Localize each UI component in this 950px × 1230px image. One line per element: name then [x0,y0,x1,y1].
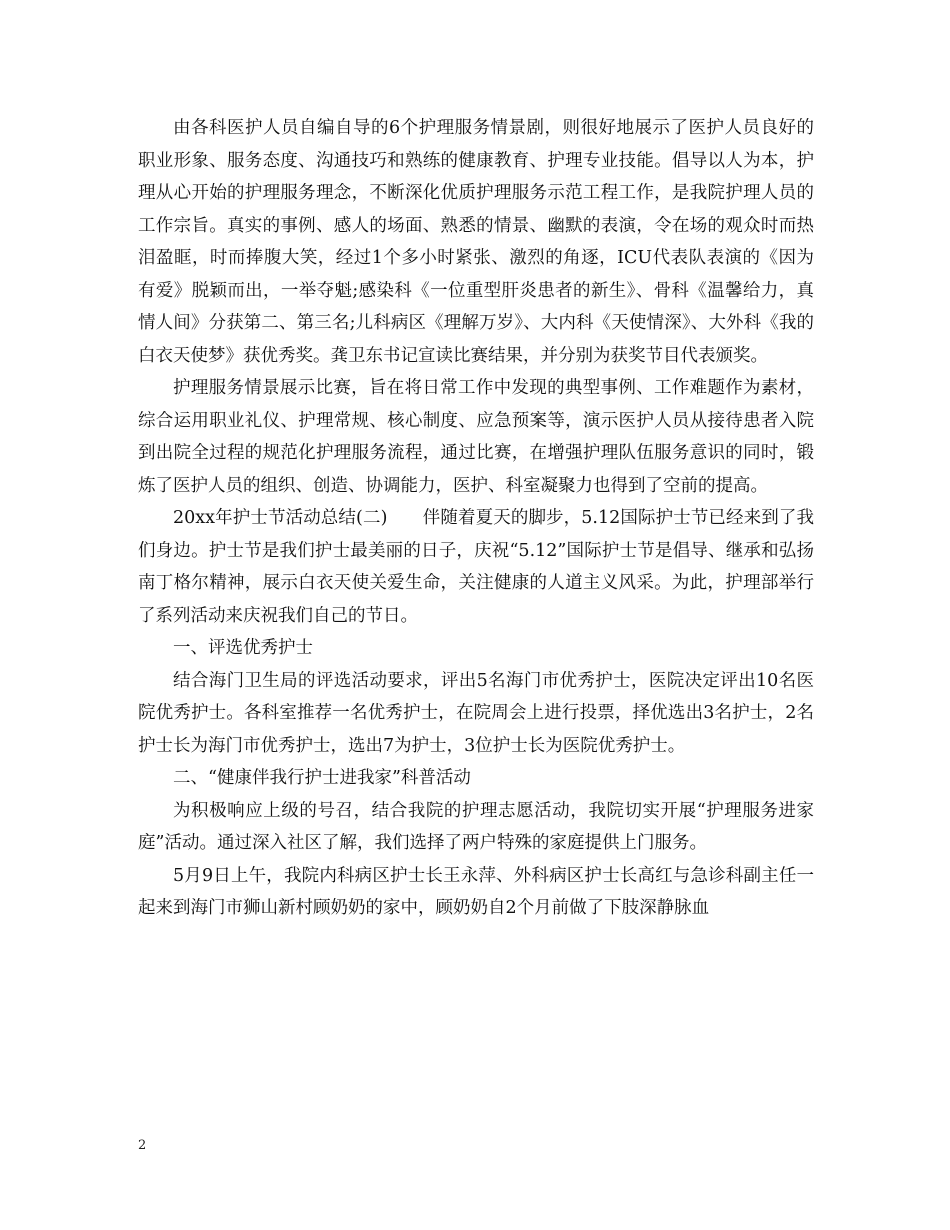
paragraph: 护理服务情景展示比赛，旨在将日常工作中发现的典型事例、工作难题作为素材，综合运用职业礼仪、护理常规、核心制度、应急预案等，演示医护人员从接待患者入院到出院全过程的规范化护理服务流程，通过比赛，在增强护理队伍服务意识的同时，锻炼了医护人员的组织、创造、协调能力，医护、科室凝聚力也得到了空前的提高。 [138,378,814,496]
section-heading: 二、“健康伴我行护士进我家”科普活动 [173,768,471,788]
paragraph: 5月9日上午，我院内科病区护士长王永萍、外科病区护士长高红与急诊科副主任一起来到海门市狮山新村顾奶奶的家中，顾奶奶自2个月前做了下肢深静脉血 [138,865,814,918]
paragraph: 20xx年护士节活动总结(二) 伴随着夏天的脚步，5.12国际护士节已经来到了我们身边。护士节是我们护士最美丽的日子，庆祝“5.12”国际护士节是倡导、继承和弘扬南丁格尔精神，展示白衣天使关爱生命，关注健康的人道主义风采。为此，护理部举行了系列活动来庆祝我们自己的节日。 [138,508,814,626]
paragraph: 结合海门卫生局的评选活动要求，评出5名海门市优秀护士，医院决定评出10名医院优秀护士。各科室推荐一名优秀护士，在院周会上进行投票，择优选出3名护士，2名护士长为海门市优秀护士，选出7为护士，3位护士长为医院优秀护士。 [138,670,814,756]
paragraph: 由各科医护人员自编自导的6个护理服务情景剧，则很好地展示了医护人员良好的职业形象、服务态度、沟通技巧和熟练的健康教育、护理专业技能。倡导以人为本，护理从心开始的护理服务理念，不断深化优质护理服务示范工程工作，是我院护理人员的工作宗旨。真实的事例、感人的场面、熟悉的情景、幽默的表演，令在场的观众时而热泪盈眶，时而捧腹大笑，经过1个多小时紧张、激烈的角逐，ICU代表队表演的《因为有爱》脱颖而出，一举夺魁;感染科《一位重型肝炎患者的新生》、骨科《温馨给力，真情人间》分获第二、第三名;儿科病区《理解万岁》、大内科《天使情深》、大外科《我的白衣天使梦》获优秀奖。龚卫东书记宣读比赛结果，并分别为获奖节目代表颁奖。 [138,118,814,366]
document-body [138,112,814,925]
page-number: 2 [138,1138,147,1153]
section-heading: 一、评选优秀护士 [173,638,313,658]
paragraph: 为积极响应上级的号召，结合我院的护理志愿活动，我院切实开展“护理服务进家庭”活动。通过深入社区了解，我们选择了两户特殊的家庭提供上门服务。 [138,800,814,853]
